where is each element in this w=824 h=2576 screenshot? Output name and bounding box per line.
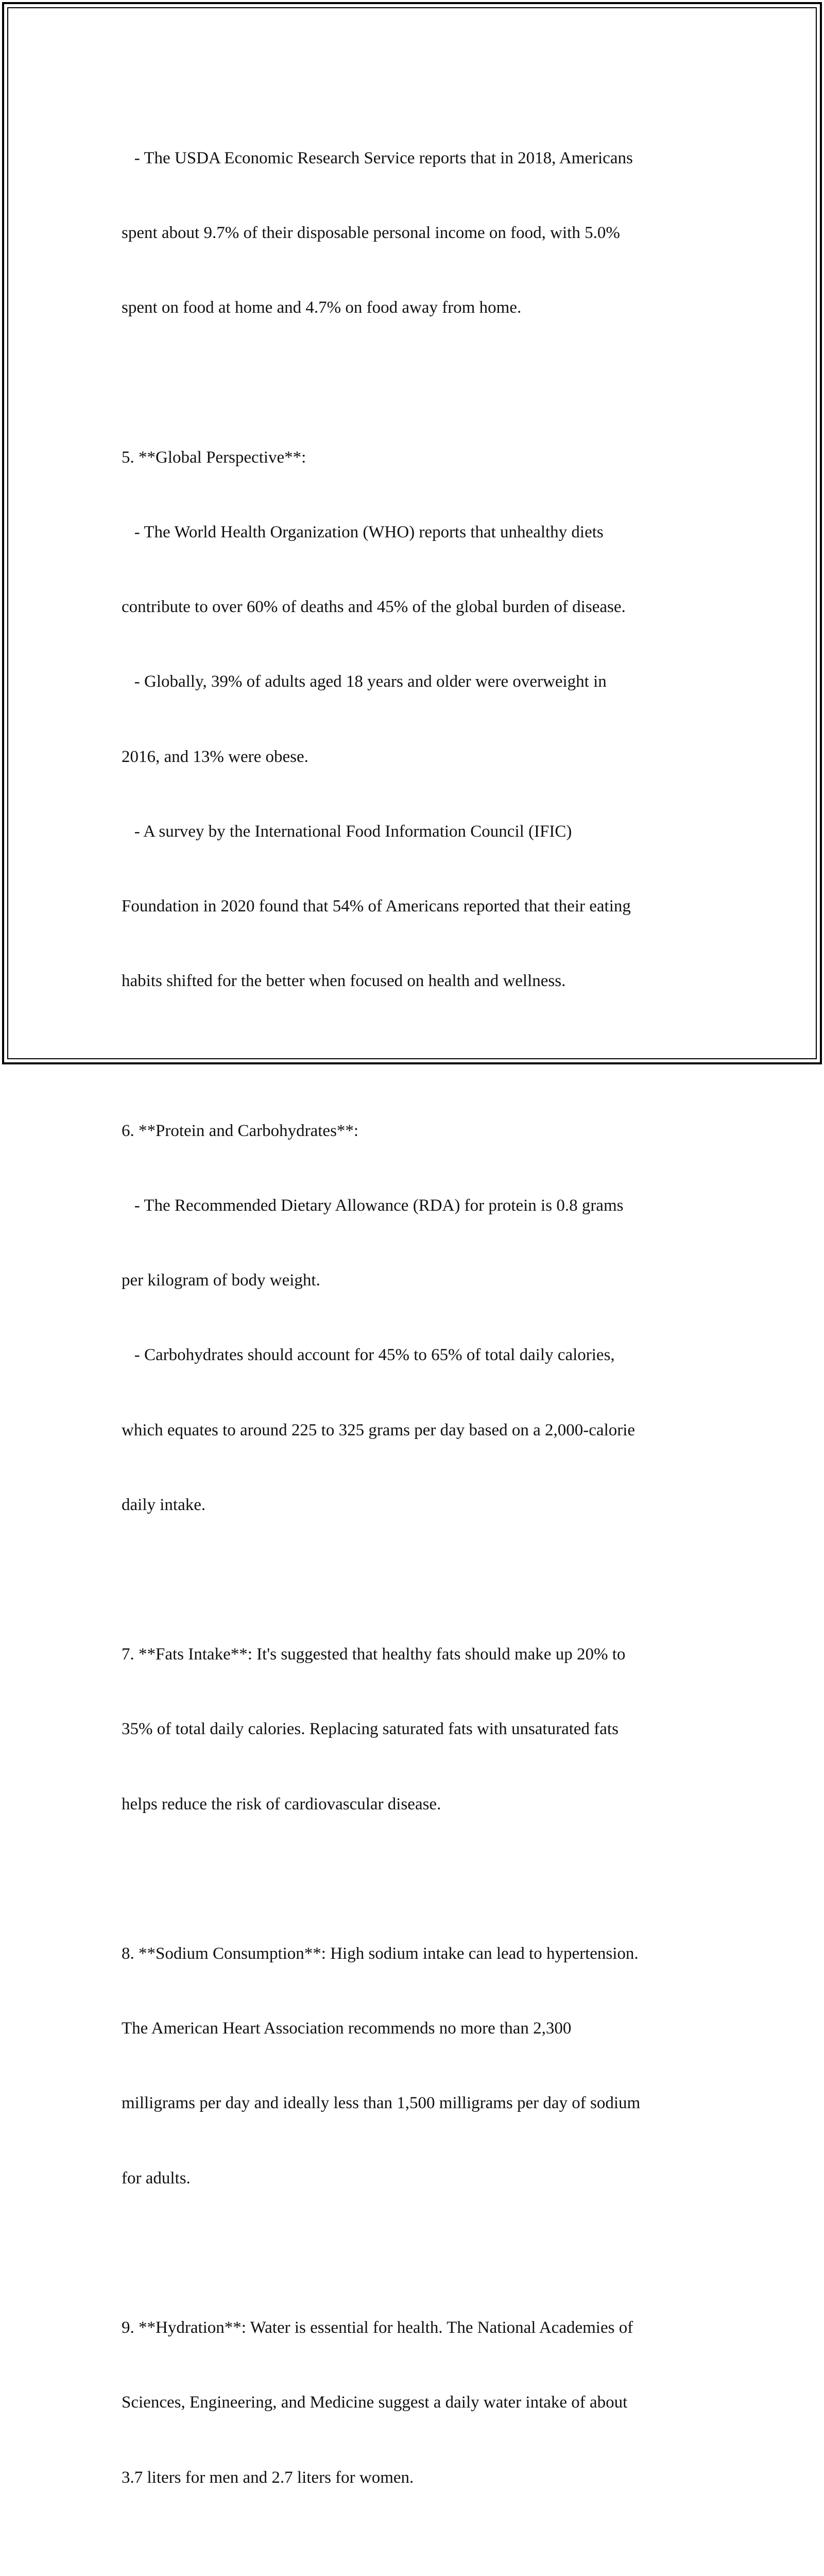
text-line: - The Recommended Dietary Allowance (RDA) for protein is 0.8 grams — [122, 1196, 624, 1215]
text-line: - The USDA Economic Research Service reports that in 2018, Americans — [122, 148, 633, 167]
text-line: daily intake. — [122, 1495, 206, 1514]
text-line: - Carbohydrates should account for 45% to 65% of total daily calories, — [122, 1346, 615, 1365]
text-line: habits shifted for the better when focused on health and wellness. — [122, 972, 566, 991]
section-hydration: 9. **Hydration**: Water is essential for health. The National Academies of — [122, 2318, 633, 2337]
text-line: - The World Health Organization (WHO) reports that unhealthy diets — [122, 522, 604, 541]
text-line: Foundation in 2020 found that 54% of Americans reported that their eating — [122, 896, 631, 916]
section-sodium-consumption: 8. **Sodium Consumption**: High sodium intake can lead to hypertension. — [122, 1944, 639, 1963]
text-line: Sciences, Engineering, and Medicine suggest a daily water intake of about — [122, 2393, 628, 2412]
text-line: contribute to over 60% of deaths and 45% of the global burden of disease. — [122, 598, 626, 617]
blank-line — [122, 370, 729, 395]
blank-line — [122, 2241, 729, 2265]
text-line: - Globally, 39% of adults aged 18 years and older were overweight in — [122, 672, 607, 691]
section-heading-protein-carbohydrates: 6. **Protein and Carbohydrates**: — [122, 1121, 359, 1140]
text-line: for adults. — [122, 2168, 191, 2188]
text-line: helps reduce the risk of cardiovascular disease. — [122, 1794, 441, 1814]
section-heading-global-perspective: 5. **Global Perspective**: — [122, 448, 306, 467]
blank-line — [122, 2540, 729, 2565]
text-line: spent on food at home and 4.7% on food away from home. — [122, 298, 522, 317]
blank-line — [122, 1867, 729, 1891]
blank-line — [122, 1567, 729, 1592]
text-line: which equates to around 225 to 325 grams per day based on a 2,000-calorie — [122, 1420, 636, 1439]
text-line: 35% of total daily calories. Replacing saturated fats with unsaturated fats — [122, 1720, 619, 1739]
text-line: spent about 9.7% of their disposable personal income on food, with 5.0% — [122, 224, 620, 243]
text-line: The American Heart Association recommends no more than 2,300 — [122, 2019, 572, 2038]
section-fats-intake: 7. **Fats Intake**: It's suggested that healthy fats should make up 20% to — [122, 1645, 626, 1664]
text-line: - A survey by the International Food Information Council (IFIC) — [122, 822, 572, 841]
document-body — [122, 96, 729, 2576]
blank-line — [122, 1043, 729, 1068]
text-line: 3.7 liters for men and 2.7 liters for women. — [122, 2468, 414, 2487]
text-line: 2016, and 13% were obese. — [122, 747, 308, 766]
text-line: milligrams per day and ideally less than 1,500 milligrams per day of sodium — [122, 2094, 641, 2113]
text-line: per kilogram of body weight. — [122, 1271, 320, 1290]
